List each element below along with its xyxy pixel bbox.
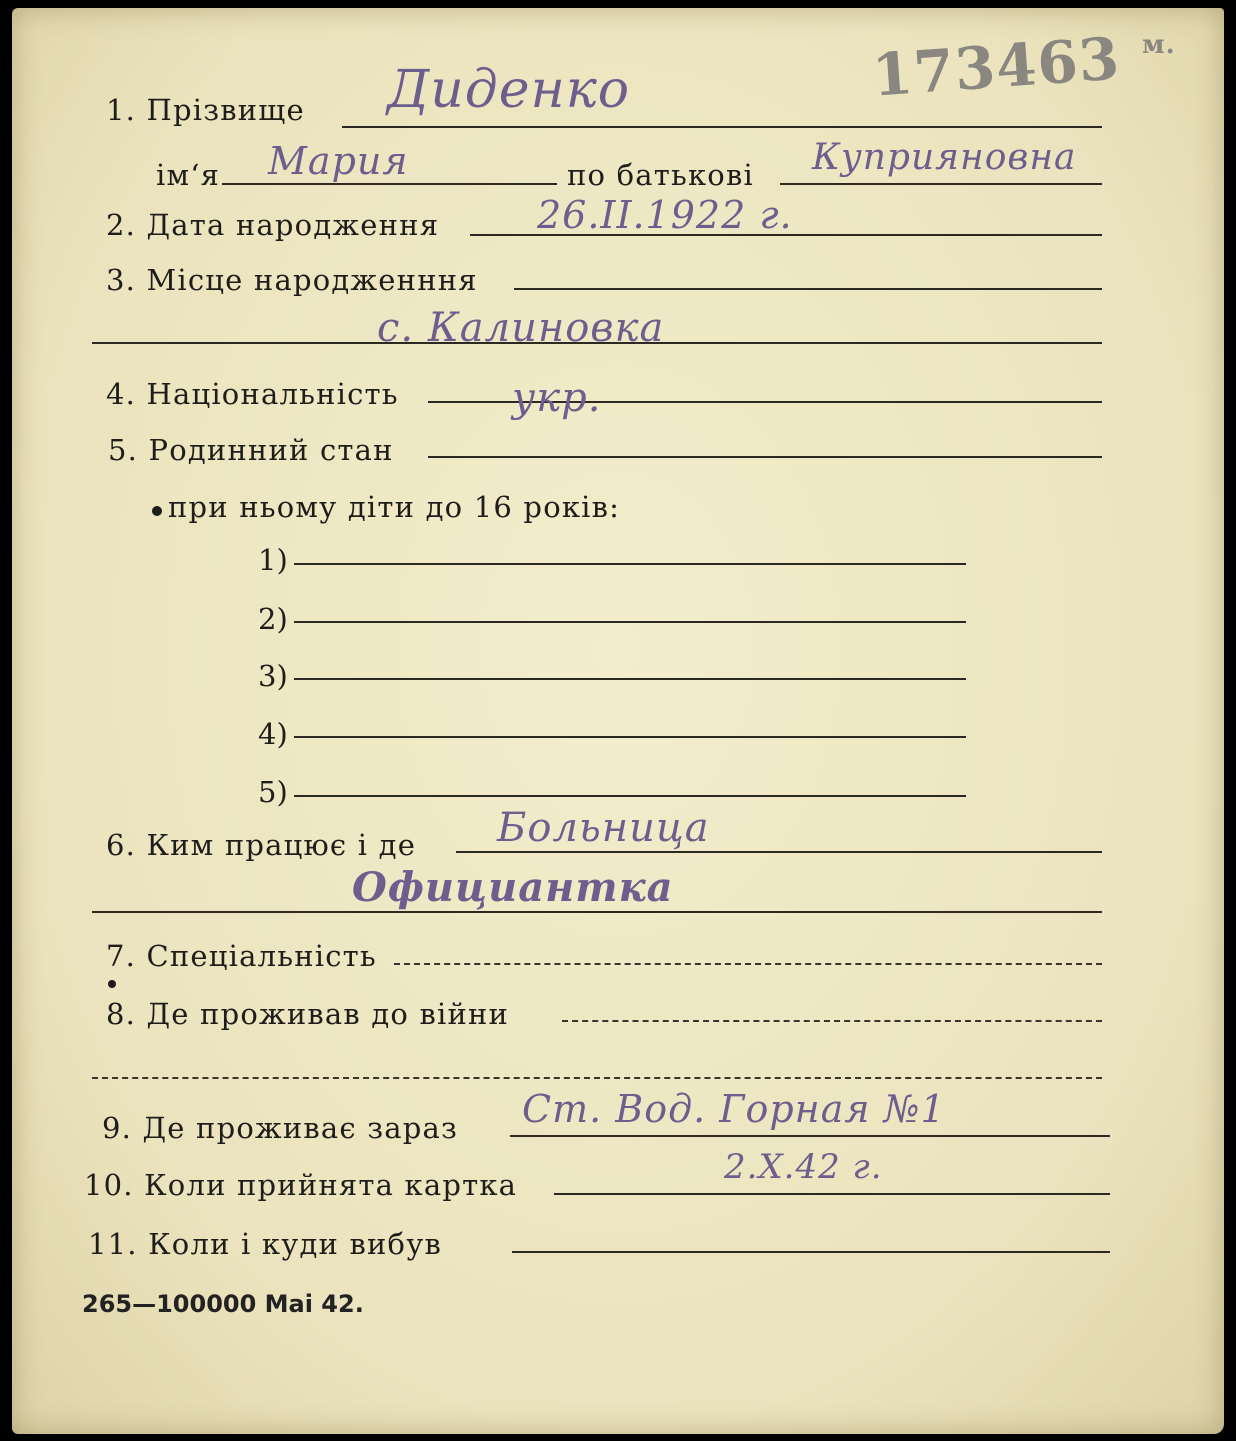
work-role-value: Официантка <box>352 864 674 911</box>
patronymic-value: Куприяновна <box>812 137 1077 178</box>
child-number-1: 1) <box>258 543 288 577</box>
ink-dot-2 <box>108 980 116 988</box>
corner-number: 173463 <box>869 24 1123 110</box>
work-line <box>456 851 1102 853</box>
prewar-residence-line-2 <box>92 1077 1102 1079</box>
specialty-label: 7. Спеціальність <box>106 939 377 973</box>
child-line-3 <box>294 678 966 680</box>
birth-date-label: 2. Дата народження <box>106 208 440 242</box>
card-date-line <box>554 1193 1110 1195</box>
current-residence-value: Ст. Вод. Горная №1 <box>522 1087 946 1131</box>
child-number-4: 4) <box>258 717 288 751</box>
patronymic-label: по батькові <box>567 158 754 192</box>
work-label: 6. Ким працює і де <box>106 828 417 862</box>
patronymic-line <box>780 183 1102 185</box>
card-date-value: 2.X.42 г. <box>724 1147 883 1187</box>
birth-place-line <box>514 288 1102 290</box>
corner-mark: м. <box>1142 30 1176 60</box>
registration-card <box>12 8 1224 1434</box>
child-line-5 <box>294 795 966 797</box>
prewar-residence-label: 8. Де проживав до війни <box>106 997 510 1031</box>
current-residence-label: 9. Де проживає зараз <box>102 1111 459 1145</box>
first-name-value: Мария <box>268 139 409 183</box>
prewar-residence-line <box>562 1020 1102 1022</box>
marital-status-line <box>428 456 1102 458</box>
current-residence-line <box>510 1135 1110 1137</box>
nationality-value: укр. <box>512 375 602 421</box>
surname-label: 1. Прізвище <box>106 93 305 127</box>
departure-label: 11. Коли і куди вибув <box>88 1227 442 1261</box>
ink-dot <box>152 506 162 516</box>
specialty-line <box>394 963 1102 965</box>
birth-place-line-2 <box>92 342 1102 344</box>
card-date-label: 10. Коли прийнята картка <box>84 1168 518 1202</box>
first-name-label: ім‘я <box>156 158 221 192</box>
children-label: при ньому діти до 16 років: <box>168 490 621 524</box>
first-name-line <box>222 183 557 185</box>
departure-line <box>512 1251 1110 1253</box>
marital-status-label: 5. Родинний стан <box>108 433 394 467</box>
birth-date-value: 26.II.1922 г. <box>537 193 793 237</box>
nationality-label: 4. Національність <box>106 377 399 411</box>
print-code: 265—100000 Mai 42. <box>82 1290 364 1318</box>
child-number-2: 2) <box>258 602 288 636</box>
surname-value: Диденко <box>387 60 631 120</box>
child-line-2 <box>294 621 966 623</box>
child-line-1 <box>294 563 966 565</box>
work-line-2 <box>92 911 1102 913</box>
child-line-4 <box>294 736 966 738</box>
child-number-3: 3) <box>258 659 288 693</box>
surname-line <box>342 126 1102 128</box>
child-number-5: 5) <box>258 775 288 809</box>
birth-place-value: с. Калиновка <box>377 305 665 351</box>
work-place-value: Больница <box>497 805 710 851</box>
birth-place-label: 3. Місце народженння <box>106 263 478 297</box>
